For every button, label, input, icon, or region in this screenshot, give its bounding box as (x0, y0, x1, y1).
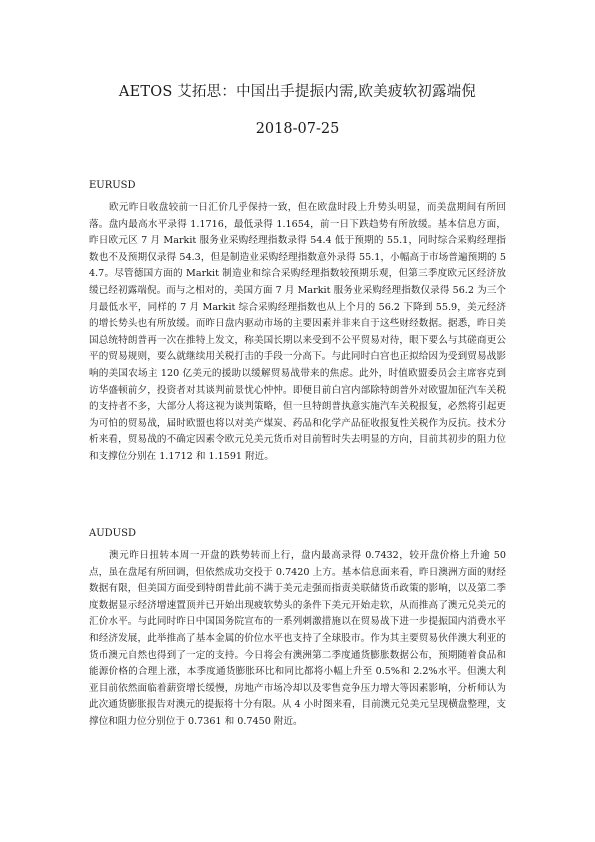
section-heading: EURUSD (89, 180, 136, 191)
document-title: AETOS 艾拓思：中国出手提振内需,欧美疲软初露端倪 (118, 84, 477, 100)
section-eurusd (89, 180, 506, 466)
section-heading: AUDUSD (89, 528, 136, 539)
section-audusd (89, 528, 506, 731)
section-body: 澳元昨日扭转本周一开盘的跌势转而上行，盘内最高录得 0.7432，较开盘价格上升逾 50 点，虽在盘尾有所回调，但依然成功交投于 0.7420 上方。基本信息面来看，昨日澳洲方面的财经数据有限，但美国方面受到特朗普此前不满于美元走强而指责美联储货币政策的影响，以及第二季度数据显示经济增速置顶并已开始出现疲软势头的条件下美元开始走软，从而推高了澳元兑美元的汇价水平。与此同时昨日中国国务院宣布的一系列刺激措施以在贸易战下进一步提振国内消费水平和经济发展，此举推高了基本金属的价位水平也支持了全球股市。作为其主要贸易伙伴澳大利亚的货币澳元自然也得到了一定的支持。今日将会有澳洲第二季度通货膨胀数据公布，预期随着食品和能源价格的合理上涨，本季度通货膨胀环比和同比都将小幅上升至 0.5%和 2.2%水平。但澳大利亚目前依然面临着薪资增长缓慢，房地产市场冷却以及零售竞争压力增大等因素影响，分析师认为此次通货膨胀报告对澳元的提振将十分有限。从 4 小时图来看，目前澳元兑美元呈现横盘整理，支撑位和阻力位分别位于 0.7361 和 0.7450 附近。 (89, 550, 506, 727)
document-date: 2018-07-25 (255, 121, 340, 137)
section-body: 欧元昨日收盘较前一日汇价几乎保持一致，但在欧盘时段上升势头明显，而美盘期间有所回落。盘内最高水平录得 1.1716，最低录得 1.1654，前一日下跌趋势有所放缓。基本信息方面，昨日欧元区 7 月 Markit 服务业采购经理指数录得 54.4 低于预期的 55.1，同时综合采购经理指数也不及预期仅录得 54.3，但是制造业采购经理指数意外录得 55.1，小幅高于市场普遍预期的 54.7。尽管德国方面的 Markit 制造业和综合采购经理指数较预期乐观，但第三季度欧元区经济放缓已经初露端倪。而与之相对的，美国方面 7 月 Markit 服务业采购经理指数仅录得 56.2 为三个月最低水平，同样的 7 月 Markit 综合采购经理指数也从上个月的 56.2 下降到 55.9，美元经济的增长势头也有所放缓。而昨日盘内驱动市场的主要因素并非来自于这些财经数据。据悉，昨日美国总统特朗普再一次在推特上发文，称美国长期以来受到不公平贸易对待，眼下要么与其磋商更公平的贸易规则，要么就继续用关税打击的手段一分高下。与此同时白宫也正拟给因为受到贸易战影响的美国农场主 120 亿美元的援助以缓解贸易战带来的焦虑。此外，时值欧盟委员会主席容克到访华盛顿前夕，投资者对其谈判前景忧心忡忡。即便目前白宫内部除特朗普外对欧盟加征汽车关税的支持者不多，大部分人将这视为谈判策略，但一旦特朗普执意实施汽车关税报复，必然将引起更为可怕的贸易战，届时欧盟也将以对美产煤炭、药品和化学产品征收报复性关税作为反抗。技术分析来看，贸易战的不确定因素令欧元兑美元货币对目前暂时失去明显的方向，目前其初步的阻力位和支撑位分别在 1.1712 和 1.1591 附近。 (89, 202, 506, 462)
